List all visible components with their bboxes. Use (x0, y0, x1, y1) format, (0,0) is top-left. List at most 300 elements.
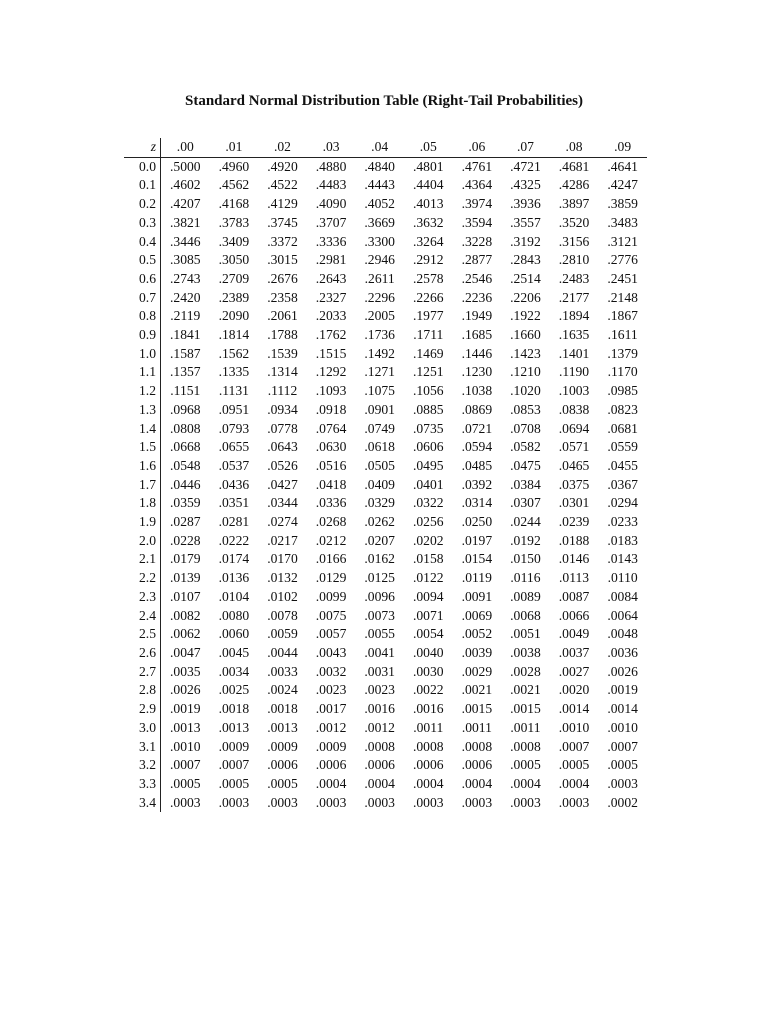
probability-cell: .0039 (461, 644, 493, 660)
z-value-cell: 1.4 (124, 420, 161, 439)
table-row (124, 550, 647, 569)
table-row (124, 345, 647, 364)
probability-cell: .1210 (510, 364, 541, 380)
probability-cell: .0154 (461, 551, 493, 567)
probability-cell: .1949 (461, 308, 493, 324)
probability-cell: .0256 (412, 514, 444, 530)
probability-cell: .0294 (607, 495, 638, 511)
probability-cell: .0139 (170, 570, 201, 586)
probability-cell: .0055 (364, 626, 395, 642)
z-value-cell: 0.4 (124, 233, 161, 252)
probability-cell: .0008 (364, 738, 395, 754)
z-value-cell: 2.5 (124, 625, 161, 644)
probability-cell: .3745 (267, 214, 298, 230)
probability-cell: .0037 (558, 644, 590, 660)
probability-cell: .0010 (558, 719, 590, 735)
probability-cell: .0020 (558, 682, 590, 698)
z-value-cell: 1.8 (124, 494, 161, 513)
table-row (124, 738, 647, 757)
table-row (124, 719, 647, 738)
column-header: .00 (161, 138, 210, 157)
column-header: .07 (501, 138, 550, 157)
probability-cell: .4286 (558, 177, 590, 193)
probability-cell: .0838 (558, 401, 590, 417)
probability-cell: .0004 (412, 775, 444, 791)
probability-cell: .1056 (412, 383, 444, 399)
probability-cell: .0301 (558, 495, 590, 511)
probability-cell: .0003 (510, 794, 541, 810)
probability-cell: .1230 (461, 364, 493, 380)
probability-cell: .0004 (364, 775, 395, 791)
probability-cell: .0049 (558, 626, 590, 642)
probability-cell: .1314 (267, 364, 298, 380)
probability-cell: .0091 (461, 588, 493, 604)
probability-cell: .0014 (607, 701, 638, 717)
probability-cell: .3192 (510, 233, 541, 249)
probability-cell: .0162 (364, 551, 395, 567)
probability-cell: .0019 (607, 682, 638, 698)
probability-cell: .1711 (413, 327, 444, 343)
probability-cell: .0455 (607, 457, 638, 473)
probability-cell: .3783 (218, 214, 250, 230)
probability-cell: .0808 (170, 420, 201, 436)
probability-cell: .0009 (267, 738, 298, 754)
probability-cell: .0021 (461, 682, 493, 698)
probability-cell: .0040 (412, 644, 444, 660)
probability-cell: .2090 (218, 308, 250, 324)
probability-cell: .0010 (607, 719, 638, 735)
probability-cell: .2033 (315, 308, 347, 324)
z-value-cell: 2.9 (124, 700, 161, 719)
table-row (124, 700, 647, 719)
probability-cell: .0655 (218, 439, 250, 455)
probability-cell: .3520 (558, 214, 590, 230)
z-value-cell: 2.7 (124, 663, 161, 682)
probability-cell: .2119 (170, 308, 201, 324)
probability-cell: .0329 (364, 495, 395, 511)
probability-cell: .1562 (218, 345, 250, 361)
probability-cell: .0594 (461, 439, 493, 455)
probability-cell: .0336 (315, 495, 347, 511)
probability-cell: .0004 (461, 775, 493, 791)
table-row (124, 326, 647, 345)
probability-cell: .1762 (315, 327, 347, 343)
probability-cell: .1685 (461, 327, 493, 343)
probability-cell: .0003 (607, 775, 638, 791)
z-value-cell: 2.8 (124, 681, 161, 700)
probability-cell: .2451 (607, 270, 638, 286)
probability-cell: .0166 (315, 551, 347, 567)
probability-cell: .1492 (364, 345, 395, 361)
probability-cell: .0008 (412, 738, 444, 754)
z-value-cell: 3.3 (124, 775, 161, 794)
probability-cell: .1469 (412, 345, 444, 361)
probability-cell: .0537 (218, 457, 250, 473)
probability-cell: .3085 (170, 252, 201, 268)
probability-cell: .0002 (607, 794, 638, 810)
probability-cell: .0026 (170, 682, 201, 698)
probability-cell: .3632 (412, 214, 444, 230)
probability-cell: .0823 (607, 401, 638, 417)
probability-cell: .0918 (315, 401, 347, 417)
probability-cell: .0793 (218, 420, 250, 436)
probability-cell: .0968 (170, 401, 201, 417)
probability-cell: .0008 (510, 738, 541, 754)
probability-cell: .4404 (412, 177, 444, 193)
column-header: .05 (404, 138, 453, 157)
probability-cell: .0446 (170, 476, 201, 492)
probability-cell: .0721 (461, 420, 493, 436)
probability-cell: .0003 (218, 794, 250, 810)
probability-cell: .0132 (267, 570, 298, 586)
probability-cell: .0064 (607, 607, 638, 623)
probability-cell: .2981 (315, 252, 347, 268)
probability-cell: .3936 (510, 196, 541, 212)
z-value-cell: 3.1 (124, 738, 161, 757)
probability-cell: .1357 (170, 364, 201, 380)
probability-cell: .0043 (315, 644, 347, 660)
z-value-cell: 1.3 (124, 401, 161, 420)
table-row (124, 270, 647, 289)
probability-cell: .0005 (218, 775, 250, 791)
probability-cell: .0694 (558, 420, 590, 436)
probability-cell: .4129 (267, 196, 298, 212)
probability-cell: .0027 (558, 663, 590, 679)
probability-cell: .0034 (218, 663, 250, 679)
probability-cell: .0060 (218, 626, 250, 642)
probability-cell: .0274 (267, 514, 298, 530)
probability-cell: .1401 (558, 345, 590, 361)
probability-cell: .3707 (315, 214, 347, 230)
probability-cell: .4840 (364, 158, 395, 174)
z-value-cell: 1.9 (124, 513, 161, 532)
probability-cell: .0618 (364, 439, 395, 455)
table-row (124, 233, 647, 252)
probability-cell: .0016 (412, 701, 444, 717)
probability-cell: .4207 (170, 196, 201, 212)
probability-cell: .3974 (461, 196, 493, 212)
probability-cell: .0006 (364, 757, 395, 773)
probability-cell: .1660 (510, 327, 541, 343)
probability-cell: .0113 (559, 570, 590, 586)
probability-cell: .0122 (412, 570, 444, 586)
probability-cell: .0003 (267, 794, 298, 810)
probability-cell: .2420 (170, 289, 201, 305)
table-row (124, 157, 647, 176)
probability-cell: .3669 (364, 214, 395, 230)
probability-cell: .0630 (315, 439, 347, 455)
probability-cell: .2358 (267, 289, 298, 305)
table-row (124, 438, 647, 457)
probability-cell: .0179 (170, 551, 201, 567)
probability-cell: .0009 (218, 738, 250, 754)
probability-cell: .0013 (170, 719, 201, 735)
probability-cell: .0268 (315, 514, 347, 530)
z-value-cell: 2.0 (124, 532, 161, 551)
probability-cell: .3821 (170, 214, 201, 230)
probability-cell: .1611 (607, 327, 638, 343)
probability-cell: .0013 (218, 719, 250, 735)
probability-cell: .0212 (315, 532, 347, 548)
table-row (124, 420, 647, 439)
table-row (124, 607, 647, 626)
probability-cell: .4325 (510, 177, 541, 193)
probability-cell: .0018 (267, 701, 298, 717)
probability-cell: .0023 (364, 682, 395, 698)
probability-cell: .0007 (607, 738, 638, 754)
table-row (124, 251, 647, 270)
probability-cell: .1977 (412, 308, 444, 324)
table-row (124, 794, 647, 813)
probability-cell: .0183 (607, 532, 638, 548)
probability-cell: .2148 (607, 289, 638, 305)
probability-cell: .0571 (558, 439, 590, 455)
probability-cell: .0485 (461, 457, 493, 473)
probability-cell: .0202 (412, 532, 444, 548)
z-value-cell: 3.0 (124, 719, 161, 738)
probability-cell: .2743 (170, 270, 201, 286)
probability-cell: .4681 (558, 158, 590, 174)
probability-cell: .1894 (558, 308, 590, 324)
z-value-cell: 0.7 (124, 289, 161, 308)
probability-cell: .0110 (607, 570, 638, 586)
probability-cell: .0749 (364, 420, 395, 436)
probability-cell: .1131 (218, 383, 249, 399)
probability-cell: .4052 (364, 196, 395, 212)
probability-cell: .4721 (510, 158, 541, 174)
probability-cell: .0005 (558, 757, 590, 773)
table-row (124, 588, 647, 607)
probability-cell: .1515 (315, 345, 347, 361)
z-value-cell: 0.3 (124, 214, 161, 233)
z-value-cell: 3.2 (124, 756, 161, 775)
probability-cell: .0668 (170, 439, 201, 455)
probability-cell: .0262 (364, 514, 395, 530)
probability-cell: .0041 (364, 644, 395, 660)
probability-cell: .0084 (607, 588, 638, 604)
probability-cell: .2611 (364, 270, 395, 286)
table-row (124, 756, 647, 775)
probability-cell: .0071 (412, 607, 444, 623)
probability-cell: .0005 (510, 757, 541, 773)
probability-cell: .2514 (510, 270, 541, 286)
table-row (124, 532, 647, 551)
probability-cell: .0012 (364, 719, 395, 735)
probability-cell: .0032 (315, 663, 347, 679)
probability-cell: .1251 (412, 364, 444, 380)
probability-cell: .1271 (364, 364, 395, 380)
z-value-cell: 2.3 (124, 588, 161, 607)
probability-cell: .0869 (461, 401, 493, 417)
probability-cell: .1292 (315, 364, 347, 380)
probability-cell: .1841 (170, 327, 201, 343)
probability-cell: .0073 (364, 607, 395, 623)
probability-cell: .0409 (364, 476, 395, 492)
probability-cell: .3336 (315, 233, 347, 249)
probability-cell: .0011 (461, 719, 492, 735)
probability-cell: .1093 (315, 383, 347, 399)
z-table (124, 138, 647, 812)
column-header: .03 (307, 138, 356, 157)
table-row (124, 195, 647, 214)
probability-cell: .0735 (412, 420, 444, 436)
probability-cell: .0367 (607, 476, 638, 492)
table-row (124, 401, 647, 420)
probability-cell: .3156 (558, 233, 590, 249)
probability-cell: .2877 (461, 252, 493, 268)
probability-cell: .3859 (607, 196, 638, 212)
probability-cell: .0233 (607, 514, 638, 530)
probability-cell: .2206 (510, 289, 541, 305)
probability-cell: .0080 (218, 607, 250, 623)
probability-cell: .0427 (267, 476, 298, 492)
z-value-cell: 1.6 (124, 457, 161, 476)
probability-cell: .0143 (607, 551, 638, 567)
probability-cell: .3228 (461, 233, 493, 249)
probability-cell: .4641 (607, 158, 638, 174)
probability-cell: .0244 (510, 514, 541, 530)
probability-cell: .2912 (412, 252, 444, 268)
probability-cell: .0047 (170, 644, 201, 660)
probability-cell: .0170 (267, 551, 298, 567)
probability-cell: .2643 (315, 270, 347, 286)
probability-cell: .2236 (461, 289, 493, 305)
probability-cell: .0516 (315, 457, 347, 473)
probability-cell: .0051 (510, 626, 541, 642)
probability-cell: .2296 (364, 289, 395, 305)
z-value-cell: 0.6 (124, 270, 161, 289)
probability-cell: .0006 (412, 757, 444, 773)
probability-cell: .0116 (510, 570, 541, 586)
probability-cell: .0985 (607, 383, 638, 399)
probability-cell: .1335 (218, 364, 250, 380)
probability-cell: .1151 (170, 383, 201, 399)
probability-cell: .0015 (461, 701, 493, 717)
probability-cell: .0005 (267, 775, 298, 791)
z-value-cell: 3.4 (124, 794, 161, 813)
table-row (124, 382, 647, 401)
probability-cell: .1814 (218, 327, 250, 343)
probability-cell: .0228 (170, 532, 201, 548)
probability-cell: .0125 (364, 570, 395, 586)
probability-cell: .2389 (218, 289, 250, 305)
table-row (124, 494, 647, 513)
probability-cell: .1635 (558, 327, 590, 343)
probability-cell: .0003 (315, 794, 347, 810)
probability-cell: .0045 (218, 644, 250, 660)
z-value-cell: 1.0 (124, 345, 161, 364)
probability-cell: .3264 (412, 233, 444, 249)
z-value-cell: 1.5 (124, 438, 161, 457)
probability-cell: .0150 (510, 551, 541, 567)
probability-cell: .0062 (170, 626, 201, 642)
probability-cell: .1539 (267, 345, 298, 361)
probability-cell: .0465 (558, 457, 590, 473)
probability-cell: .0004 (510, 775, 541, 791)
probability-cell: .2327 (315, 289, 347, 305)
probability-cell: .2709 (218, 270, 250, 286)
probability-cell: .4880 (315, 158, 347, 174)
probability-cell: .0099 (315, 588, 347, 604)
column-header: .02 (258, 138, 307, 157)
z-value-cell: 0.9 (124, 326, 161, 345)
probability-cell: .0582 (510, 439, 541, 455)
probability-cell: .0035 (170, 663, 201, 679)
table-row (124, 176, 647, 195)
z-value-cell: 2.2 (124, 569, 161, 588)
probability-cell: .0029 (461, 663, 493, 679)
probability-cell: .0013 (267, 719, 298, 735)
probability-cell: .4920 (267, 158, 298, 174)
probability-cell: .0009 (315, 738, 347, 754)
probability-cell: .1112 (267, 383, 298, 399)
probability-cell: .0119 (461, 570, 492, 586)
probability-cell: .0011 (510, 719, 541, 735)
column-header: .04 (355, 138, 404, 157)
probability-cell: .1922 (510, 308, 541, 324)
z-value-cell: 2.6 (124, 644, 161, 663)
probability-cell: .3300 (364, 233, 395, 249)
probability-cell: .0012 (315, 719, 347, 735)
probability-cell: .0016 (364, 701, 395, 717)
z-value-cell: 2.1 (124, 550, 161, 569)
probability-cell: .1379 (607, 345, 638, 361)
probability-cell: .0681 (607, 420, 638, 436)
probability-cell: .0136 (218, 570, 250, 586)
probability-cell: .1190 (559, 364, 590, 380)
probability-cell: .0096 (364, 588, 395, 604)
probability-cell: .1003 (558, 383, 590, 399)
probability-cell: .0044 (267, 644, 298, 660)
probability-cell: .5000 (170, 158, 201, 174)
probability-cell: .1038 (461, 383, 493, 399)
probability-cell: .2005 (364, 308, 395, 324)
probability-cell: .0033 (267, 663, 298, 679)
probability-cell: .0475 (510, 457, 541, 473)
header-row (124, 138, 647, 157)
probability-cell: .3557 (510, 214, 541, 230)
probability-cell: .0018 (218, 701, 250, 717)
probability-cell: .0222 (218, 532, 250, 548)
probability-cell: .0094 (412, 588, 444, 604)
probability-cell: .1587 (170, 345, 201, 361)
probability-cell: .4960 (218, 158, 250, 174)
probability-cell: .0174 (218, 551, 250, 567)
probability-cell: .0344 (267, 495, 298, 511)
probability-cell: .0197 (461, 532, 493, 548)
probability-cell: .0104 (218, 588, 250, 604)
probability-cell: .3446 (170, 233, 201, 249)
probability-cell: .0025 (218, 682, 250, 698)
probability-cell: .0375 (558, 476, 590, 492)
probability-cell: .0007 (170, 757, 201, 773)
probability-cell: .0401 (412, 476, 444, 492)
z-value-cell: 1.2 (124, 382, 161, 401)
probability-cell: .0038 (510, 644, 541, 660)
probability-cell: .0287 (170, 514, 201, 530)
probability-cell: .0075 (315, 607, 347, 623)
probability-cell: .0054 (412, 626, 444, 642)
probability-cell: .2578 (412, 270, 444, 286)
probability-cell: .0005 (170, 775, 201, 791)
probability-cell: .4761 (461, 158, 493, 174)
table-row (124, 457, 647, 476)
probability-cell: .0418 (315, 476, 347, 492)
table-row (124, 289, 647, 308)
column-header: .01 (210, 138, 259, 157)
probability-cell: .0068 (510, 607, 541, 623)
probability-cell: .0004 (558, 775, 590, 791)
